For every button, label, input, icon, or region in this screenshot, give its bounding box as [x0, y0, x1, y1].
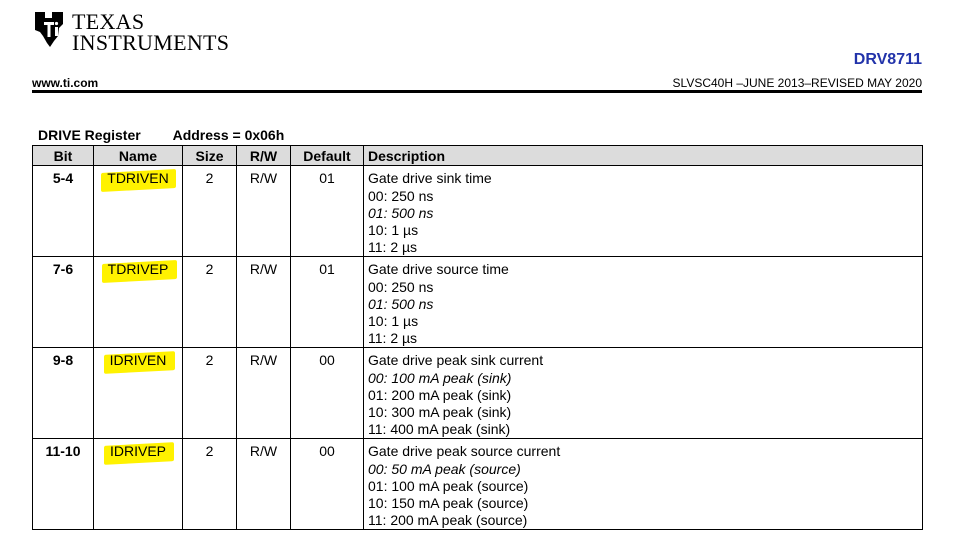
rw-cell: R/W	[237, 439, 291, 530]
logo-line-2: INSTRUMENTS	[72, 30, 230, 55]
size-cell: 2	[183, 257, 237, 348]
name-cell	[94, 166, 183, 257]
ti-wordmark	[72, 9, 230, 55]
column-header: Size	[183, 146, 237, 166]
description-title: Gate drive source time	[368, 261, 509, 277]
description-option: 11: 2 µs	[368, 239, 418, 255]
description-option: 00: 100 mA peak (sink)	[368, 370, 512, 386]
description-title: Gate drive peak sink current	[368, 352, 544, 368]
size-cell: 2	[183, 348, 237, 439]
highlighted-field-name	[104, 261, 173, 278]
register-name: DRIVE Register	[38, 127, 141, 143]
rw-cell: R/W	[237, 348, 291, 439]
default-cell: 00	[291, 348, 364, 439]
header-divider	[32, 90, 922, 93]
name-cell	[94, 439, 183, 530]
table-row	[33, 348, 923, 439]
description-cell	[364, 166, 923, 257]
description-option: 10: 1 µs	[368, 222, 419, 238]
description-option: 01: 100 mA peak (source)	[368, 478, 529, 494]
highlighted-field-name	[106, 443, 170, 460]
name-cell	[94, 257, 183, 348]
name-cell	[94, 348, 183, 439]
revision-info: SLVSC40H –JUNE 2013–REVISED MAY 2020	[672, 76, 922, 90]
field-name: IDRIVEP	[109, 443, 166, 459]
document-id: DRV8711	[853, 51, 922, 68]
description-cell	[364, 439, 923, 530]
table-header-row	[33, 146, 923, 166]
bit-cell: 9-8	[33, 348, 94, 439]
description-cell	[364, 257, 923, 348]
column-header: Description	[364, 146, 923, 166]
description-option: 01: 500 ns	[368, 296, 434, 312]
field-name: IDRIVEN	[109, 352, 167, 368]
highlighted-field-name	[106, 352, 171, 369]
bit-cell: 5-4	[33, 166, 94, 257]
size-cell: 2	[183, 166, 237, 257]
default-cell: 00	[291, 439, 364, 530]
logo-line-1: TEXAS	[72, 9, 145, 34]
column-header: Bit	[33, 146, 94, 166]
ti-logo	[32, 10, 229, 54]
description-option: 00: 250 ns	[368, 279, 434, 295]
description-cell	[364, 348, 923, 439]
table-row	[33, 439, 923, 530]
column-header: Default	[291, 146, 364, 166]
description-title: Gate drive peak source current	[368, 443, 561, 459]
rw-cell: R/W	[237, 166, 291, 257]
description-option: 11: 400 mA peak (sink)	[368, 421, 511, 437]
table-row	[33, 257, 923, 348]
field-name: TDRIVEP	[107, 261, 169, 277]
register-caption	[38, 127, 284, 143]
description-option: 00: 50 mA peak (source)	[368, 461, 521, 477]
column-header: R/W	[237, 146, 291, 166]
register-address: Address = 0x06h	[172, 127, 285, 143]
register-table	[32, 145, 923, 530]
description-option: 01: 200 mA peak (sink)	[368, 387, 512, 403]
description-option: 10: 150 mA peak (source)	[368, 495, 529, 511]
highlighted-field-name	[103, 170, 172, 187]
column-header: Name	[94, 146, 183, 166]
bit-cell: 11-10	[33, 439, 94, 530]
site-link[interactable]: www.ti.com	[32, 76, 99, 90]
default-cell: 01	[291, 166, 364, 257]
description-option: 10: 1 µs	[368, 313, 419, 329]
description-option: 10: 300 mA peak (sink)	[368, 404, 512, 420]
description-title: Gate drive sink time	[368, 170, 492, 186]
field-name: TDRIVEN	[107, 170, 169, 186]
bit-cell: 7-6	[33, 257, 94, 348]
default-cell: 01	[291, 257, 364, 348]
description-option: 11: 200 mA peak (source)	[368, 512, 528, 528]
ti-state-icon	[32, 10, 66, 48]
description-option: 00: 250 ns	[368, 188, 434, 204]
description-option: 11: 2 µs	[368, 330, 418, 346]
description-option: 01: 500 ns	[368, 205, 434, 221]
table-row	[33, 166, 923, 257]
rw-cell: R/W	[237, 257, 291, 348]
size-cell: 2	[183, 439, 237, 530]
